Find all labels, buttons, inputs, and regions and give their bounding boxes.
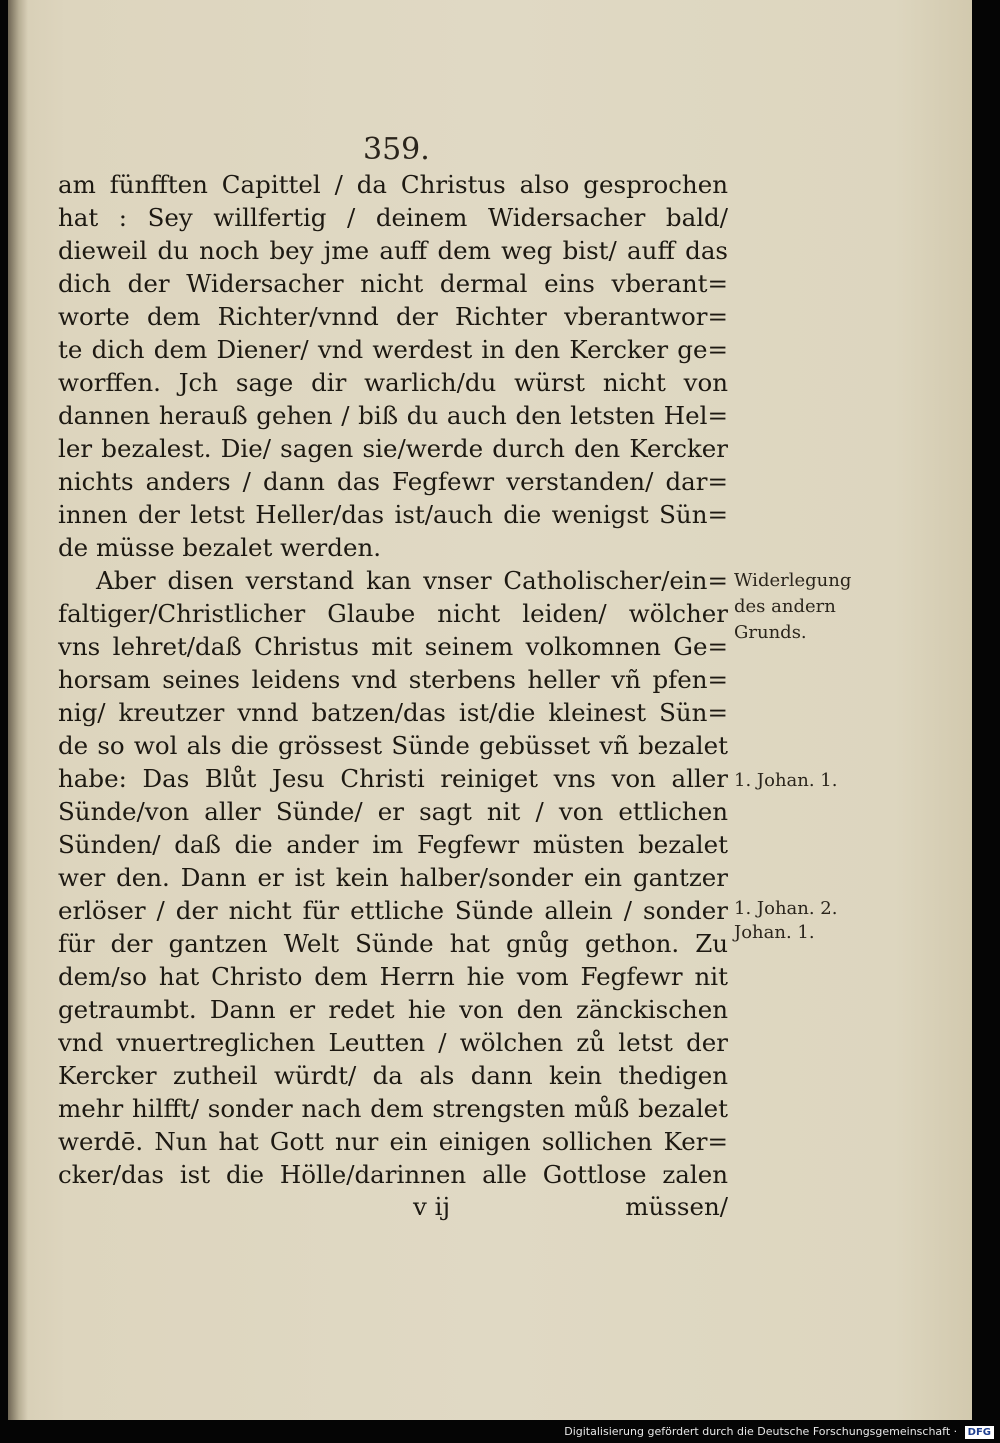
text-line: nichts anders / dann das Fegfewr verstanden/ dar= bbox=[58, 467, 728, 496]
text-line: ler bezalest. Die/ sagen sie/werde durch den Kercker bbox=[58, 434, 728, 463]
text-line: werdē. Nun hat Gott nur ein einigen sollichen Ker= bbox=[58, 1127, 728, 1156]
credit-text: Digitalisierung gefördert durch die Deutsche Forschungsgemeinschaft · bbox=[564, 1425, 958, 1438]
text-line: cker/das ist die Hölle/darinnen alle Gottlose zalen bbox=[58, 1160, 728, 1189]
text-line: dem/so hat Christo dem Herrn hie vom Fegfewr nit bbox=[58, 962, 728, 991]
main-text-block bbox=[58, 168, 728, 1191]
text-line: vnd vnuertreglichen Leutten / wölchen zů letst der bbox=[58, 1028, 728, 1057]
text-line: Sünde/von aller Sünde/ er sagt nit / von ettlichen bbox=[58, 797, 728, 826]
page-gutter-shadow bbox=[8, 0, 28, 1420]
text-line: getraumbt. Dann er redet hie von den zänckischen bbox=[58, 995, 728, 1024]
text-line: Kercker zutheil würdt/ da als dann kein thedigen bbox=[58, 1061, 728, 1090]
text-line: worffen. Jch sage dir warlich/du würst nicht von bbox=[58, 368, 728, 397]
margin-note: 1. Johan. 1. bbox=[734, 770, 838, 791]
text-line: mehr hilfft/ sonder nach dem strengsten můß bezalet bbox=[58, 1094, 728, 1123]
text-line: dannen herauß gehen / biß du auch den letsten Hel= bbox=[58, 401, 728, 430]
margin-note: Grunds. bbox=[734, 622, 807, 643]
text-line: hat : Sey willfertig / deinem Widersacher bald/ bbox=[58, 203, 728, 232]
text-line: de müsse bezalet werden. bbox=[58, 533, 382, 562]
catchword: müssen/ bbox=[625, 1192, 728, 1221]
dfg-logo: DFG bbox=[965, 1426, 994, 1439]
signature-mark: v ij bbox=[413, 1192, 451, 1221]
text-line: nig/ kreutzer vnnd batzen/das ist/die kleinest Sün= bbox=[58, 698, 728, 727]
text-line: habe: Das Blůt Jesu Christi reiniget vns von aller bbox=[58, 764, 728, 793]
text-line: horsam seines leidens vnd sterbens heller vñ pfen= bbox=[58, 665, 728, 694]
text-line: erlöser / der nicht für ettliche Sünde allein / sonder bbox=[58, 896, 728, 925]
text-line: innen der letst Heller/das ist/auch die wenigst Sün= bbox=[58, 500, 728, 529]
page-number: 359. bbox=[363, 132, 430, 167]
text-line: vns lehret/daß Christus mit seinem volkomnen Ge= bbox=[58, 632, 728, 661]
margin-note: Widerlegung bbox=[734, 570, 852, 591]
text-line: worte dem Richter/vnnd der Richter vberantwor= bbox=[58, 302, 728, 331]
margin-note: des andern bbox=[734, 596, 836, 617]
text-line: dieweil du noch bey jme auff dem weg bist/ auff das bbox=[58, 236, 728, 265]
text-line: faltiger/Christlicher Glaube nicht leiden/ wölcher bbox=[58, 599, 728, 628]
text-line: Aber disen verstand kan vnser Catholischer/ein= bbox=[96, 566, 728, 595]
digitization-credit bbox=[564, 1425, 994, 1439]
text-line: Sünden/ daß die ander im Fegfewr müsten bezalet bbox=[58, 830, 728, 859]
text-line: am fünfften Capittel / da Christus also gesprochen bbox=[58, 170, 728, 199]
text-line: wer den. Dann er ist kein halber/sonder ein gantzer bbox=[58, 863, 728, 892]
margin-note: 1. Johan. 2. bbox=[734, 898, 838, 919]
book-page bbox=[8, 0, 972, 1420]
margin-note: Johan. 1. bbox=[734, 922, 815, 943]
text-line: für der gantzen Welt Sünde hat gnůg gethon. Zu bbox=[58, 929, 728, 958]
text-line: de so wol als die grössest Sünde gebüsset vñ bezalet bbox=[58, 731, 728, 760]
text-line: dich der Widersacher nicht dermal eins vberant= bbox=[58, 269, 728, 298]
text-line: te dich dem Diener/ vnd werdest in den Kercker ge= bbox=[58, 335, 728, 364]
